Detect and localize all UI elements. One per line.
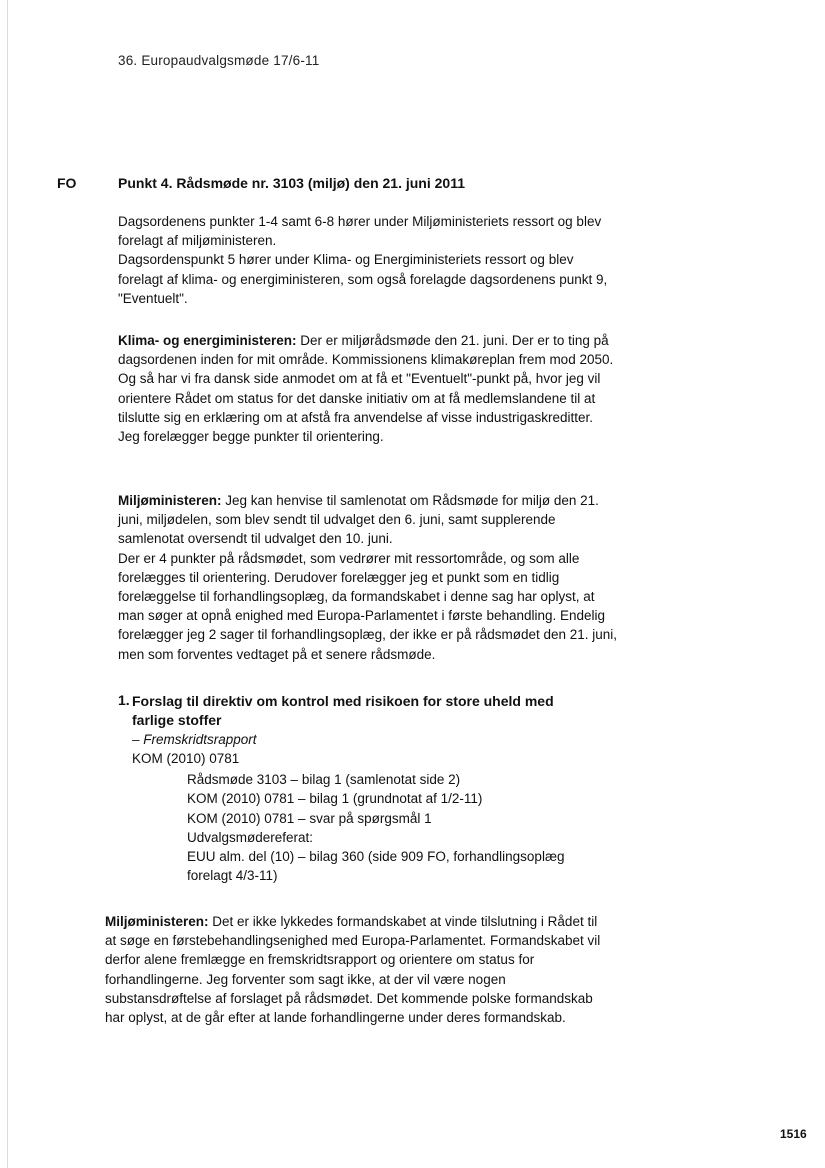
miljo1-paragraph-2: Der er 4 punkter på rådsmødet, som vedrører mit ressortområde, og som alle forelægges til orientering. Derudover forelægger jeg et punkt som en tidlig forelæggelse til forhandlingsoplæg, da formandskabet i denne sag har oplyst, at man søger at opnå enighed med Europa-Parlamentet i første behandling. Endelig forelægger jeg 2 sager til forhandlingsoplæg, der ikke er på rådsmødet den 21. juni, men som forventes vedtaget på et senere rådsmøde. (118, 550, 618, 662)
section-title: Punkt 4. Rådsmøde nr. 3103 (miljø) den 21. juni 2011 (118, 175, 466, 191)
item-title: Forslag til direktiv om kontrol med risikoen for store uheld med farlige stoffer (132, 693, 554, 728)
klima-text: Der er miljørådsmøde den 21. juni. Der er to ting på dagsordenen inden for mit område. Kommissionens klimakøreplan frem mod 2050. Og så har vi fra dansk side anmodet om at få et "Eventuelt"-punkt på, hvor jeg vil orientere Rådet om status for det danske initiativ om at få medlemslandene til at tilslutte sig en erklæring om at afstå fra anvendelse af visse industrigaskreditter. (118, 333, 614, 425)
klima-paragraph (118, 331, 618, 427)
reference-item: Udvalgsmødereferat: (187, 829, 314, 845)
reference-list (187, 770, 607, 886)
klima-paragraph-2: Jeg forelægger begge punkter til orientering. (118, 429, 384, 445)
miljo-statement-1 (118, 491, 618, 664)
intro-block (118, 212, 618, 308)
miljo2-paragraph (105, 912, 610, 1027)
miljo-statement-2 (105, 912, 610, 1027)
item-kom-ref: KOM (2010) 0781 (132, 751, 240, 766)
miljo1-paragraph (118, 491, 618, 549)
intro-paragraph-1: Dagsordenens punkter 1-4 samt 6-8 hører under Miljøministeriets ressort og blev forelagt af miljøministeren. (118, 214, 602, 249)
speaker-klima: Klima- og energiministeren: (118, 333, 297, 348)
item-subtitle: – Fremskridtsrapport (132, 732, 257, 747)
miljo2-text: Det er ikke lykkedes formandskabet at vinde tilslutning i Rådet til at søge en førstebehandlingsenighed med Europa-Parlamentet. Formandskabet vil derfor alene fremlægge en fremskridtsrapport og orientere om status for forhandlingerne. Jeg forventer som sagt ikke, at der vil være nogen substansdrøftelse af forslaget på rådsmødet. Det kommende polske formandskab har oplyst, at de går efter at lande forhandlingerne under deres formandskab. (105, 914, 601, 1026)
item-number: 1. (118, 692, 130, 708)
meeting-header: 36. Europaudvalgsmøde 17/6-11 (118, 53, 320, 68)
scan-edge-line (7, 0, 8, 1168)
reference-item: KOM (2010) 0781 – svar på spørgsmål 1 (187, 810, 432, 826)
miljo1-text: Jeg kan henvise til samlenotat om Rådsmøde for miljø den 21. juni, miljødelen, som blev sendt til udvalget den 6. juni, samt supplerende samlenotat oversendt til udvalget den 10. juni. (118, 493, 599, 547)
section-marker: FO (57, 175, 77, 191)
speaker-miljo-1: Miljøministeren: (118, 493, 222, 508)
klima-statement (118, 331, 618, 446)
reference-item: Rådsmøde 3103 – bilag 1 (samlenotat side 2) (187, 772, 461, 787)
intro-paragraph-2: Dagsordenspunkt 5 hører under Klima- og Energiministeriets ressort og blev forelagt af klima- og energiministeren, som også forelagde dagsordenens punkt 9, "Eventuelt". (118, 252, 608, 306)
reference-item: EUU alm. del (10) – bilag 360 (side 909 FO, forhandlingsoplæg forelagt 4/3-11) (187, 849, 565, 884)
page-number: 1516 (780, 1127, 807, 1141)
reference-item: KOM (2010) 0781 – bilag 1 (grundnotat af 1/2-11) (187, 791, 483, 807)
item-meta (132, 730, 257, 768)
speaker-miljo-2: Miljøministeren: (105, 914, 209, 929)
